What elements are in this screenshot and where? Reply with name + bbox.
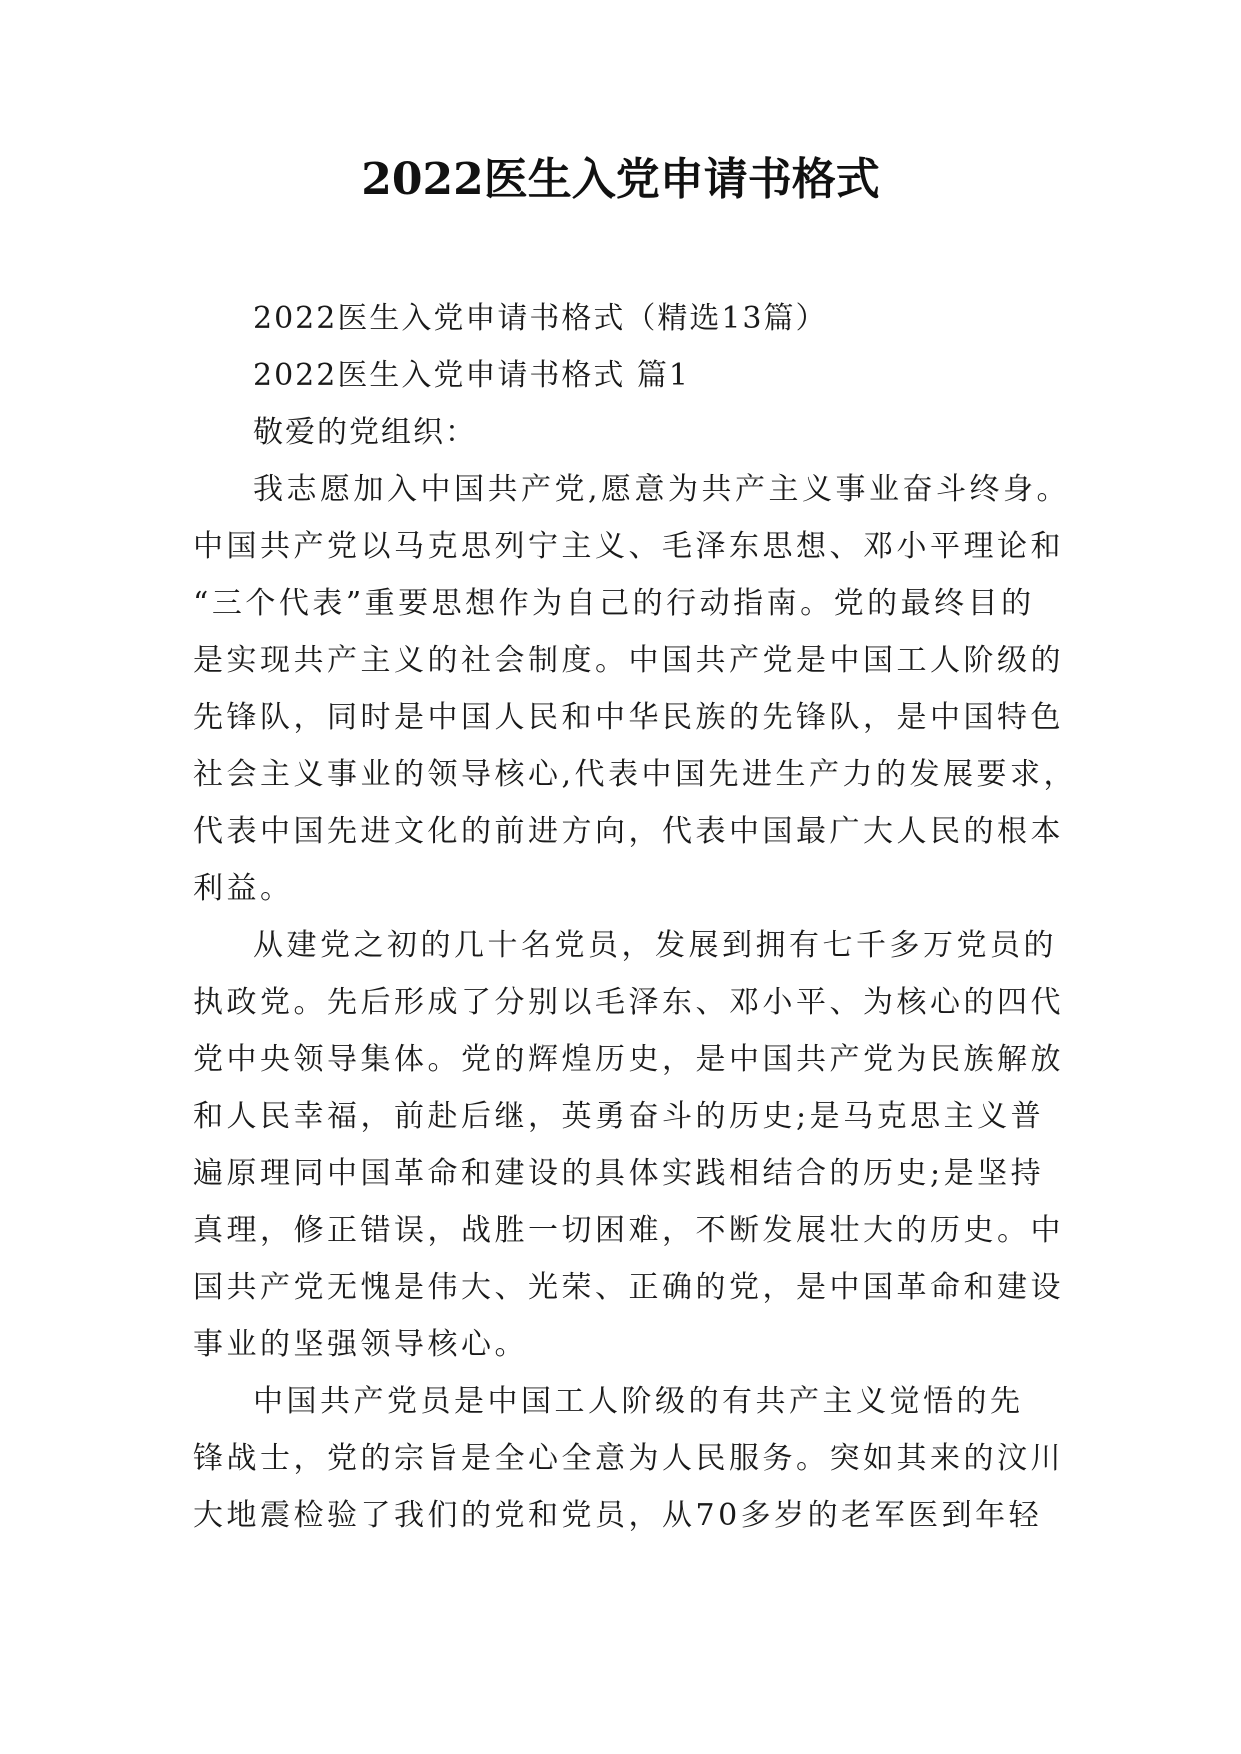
paragraph-line: “三个代表”重要思想作为自己的行动指南。党的最终目的: [193, 586, 1035, 621]
section-heading: 2022医生入党申请书格式 篇1: [253, 358, 690, 393]
paragraph-line: 我志愿加入中国共产党,愿意为共产主义事业奋斗终身。: [253, 472, 1071, 507]
paragraph-line: 遍原理同中国革命和建设的具体实践相结合的历史;是坚持: [193, 1156, 1045, 1191]
paragraph-line: 大地震检验了我们的党和党员，从70多岁的老军医到年轻: [193, 1498, 1043, 1533]
paragraph-line: 事业的坚强领导核心。: [193, 1327, 528, 1362]
paragraph-line: 是实现共产主义的社会制度。中国共产党是中国工人阶级的: [193, 643, 1064, 678]
salutation: 敬爱的党组织：: [253, 415, 477, 450]
document-body: [193, 290, 1078, 1544]
paragraph-line: 真理，修正错误，战胜一切困难，不断发展壮大的历史。中: [193, 1213, 1064, 1248]
paragraph-line: 国共产党无愧是伟大、光荣、正确的党，是中国革命和建设: [193, 1270, 1064, 1305]
subtitle-line: 2022医生入党申请书格式（精选13篇）: [253, 301, 828, 336]
paragraph-line: 党中央领导集体。党的辉煌历史，是中国共产党为民族解放: [193, 1042, 1064, 1077]
paragraph-line: 代表中国先进文化的前进方向，代表中国最广大人民的根本: [193, 814, 1064, 849]
paragraph-line: 社会主义事业的领导核心,代表中国先进生产力的发展要求，: [193, 757, 1078, 792]
paragraph-line: 中国共产党员是中国工人阶级的有共产主义觉悟的先: [253, 1384, 1024, 1419]
paragraph-line: 利益。: [193, 871, 294, 906]
paragraph-line: 中国共产党以马克思列宁主义、毛泽东思想、邓小平理论和: [193, 529, 1064, 564]
paragraph-line: 锋战士，党的宗旨是全心全意为人民服务。突如其来的汶川: [193, 1441, 1064, 1476]
document-title: 2022医生入党申请书格式: [361, 154, 880, 205]
paragraph-line: 先锋队，同时是中国人民和中华民族的先锋队，是中国特色: [193, 700, 1064, 735]
paragraph-line: 执政党。先后形成了分别以毛泽东、邓小平、为核心的四代: [193, 985, 1064, 1020]
paragraph-line: 从建党之初的几十名党员，发展到拥有七千多万党员的: [253, 928, 1057, 963]
paragraph-line: 和人民幸福，前赴后继，英勇奋斗的历史;是马克思主义普: [193, 1099, 1045, 1134]
